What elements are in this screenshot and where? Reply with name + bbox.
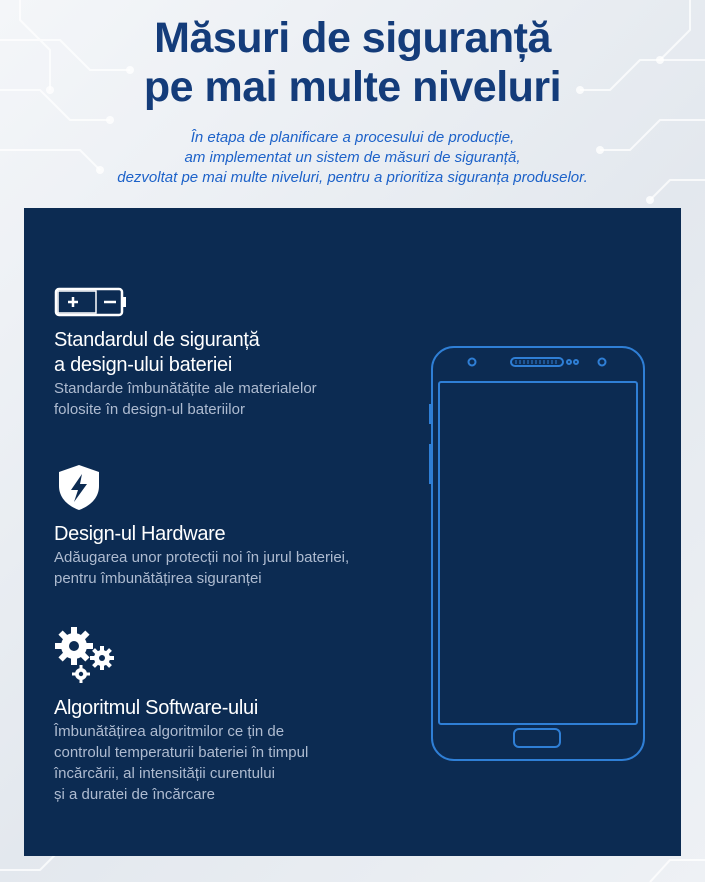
feature-hardware-design xyxy=(54,462,414,589)
feature-description-line: și a duratei de încărcare xyxy=(54,786,215,803)
page-title xyxy=(0,14,705,112)
feature-description-line: pentru îmbunătățirea siguranței xyxy=(54,570,262,587)
feature-description-line: Standarde îmbunătățite ale materialelor xyxy=(54,380,317,397)
feature-description-line: Îmbunătățirea algoritmilor ce țin de xyxy=(54,723,285,740)
battery-icon xyxy=(54,286,128,318)
feature-title xyxy=(54,696,414,721)
feature-battery-safety xyxy=(54,286,414,420)
feature-title xyxy=(54,522,414,547)
subtitle-line: am implementat un sistem de măsuri de siguranță, xyxy=(184,149,521,166)
feature-software-algorithm xyxy=(54,626,414,805)
feature-description-line: controlul temperaturii bateriei în timpul xyxy=(54,744,309,761)
gears-icon xyxy=(54,626,118,686)
phone-outline-illustration xyxy=(428,344,648,764)
feature-title-line: Standardul de siguranță xyxy=(54,329,260,351)
subtitle-line: În etapa de planificare a procesului de producție, xyxy=(190,129,515,146)
feature-title-line: Design-ul Hardware xyxy=(54,523,226,545)
feature-title-line: Algoritmul Software-ului xyxy=(54,697,258,719)
feature-description-line: încărcării, al intensității curentului xyxy=(54,765,275,782)
feature-description xyxy=(54,721,414,805)
feature-title xyxy=(54,328,414,378)
subtitle-line: dezvoltat pe mai multe niveluri, pentru a prioritiza siguranța produselor. xyxy=(117,169,588,186)
feature-description xyxy=(54,547,414,589)
page-subtitle xyxy=(0,128,705,188)
feature-title-line: a design-ului bateriei xyxy=(54,354,232,376)
features-panel xyxy=(24,208,681,856)
feature-description-line: folosite în design-ul bateriilor xyxy=(54,401,245,418)
page-title-line: Măsuri de siguranță xyxy=(154,14,551,62)
shield-lightning-icon xyxy=(54,462,104,512)
page-title-line: pe mai multe niveluri xyxy=(143,63,562,111)
feature-description-line: Adăugarea unor protecții noi în jurul bateriei, xyxy=(54,549,350,566)
feature-description xyxy=(54,378,414,420)
